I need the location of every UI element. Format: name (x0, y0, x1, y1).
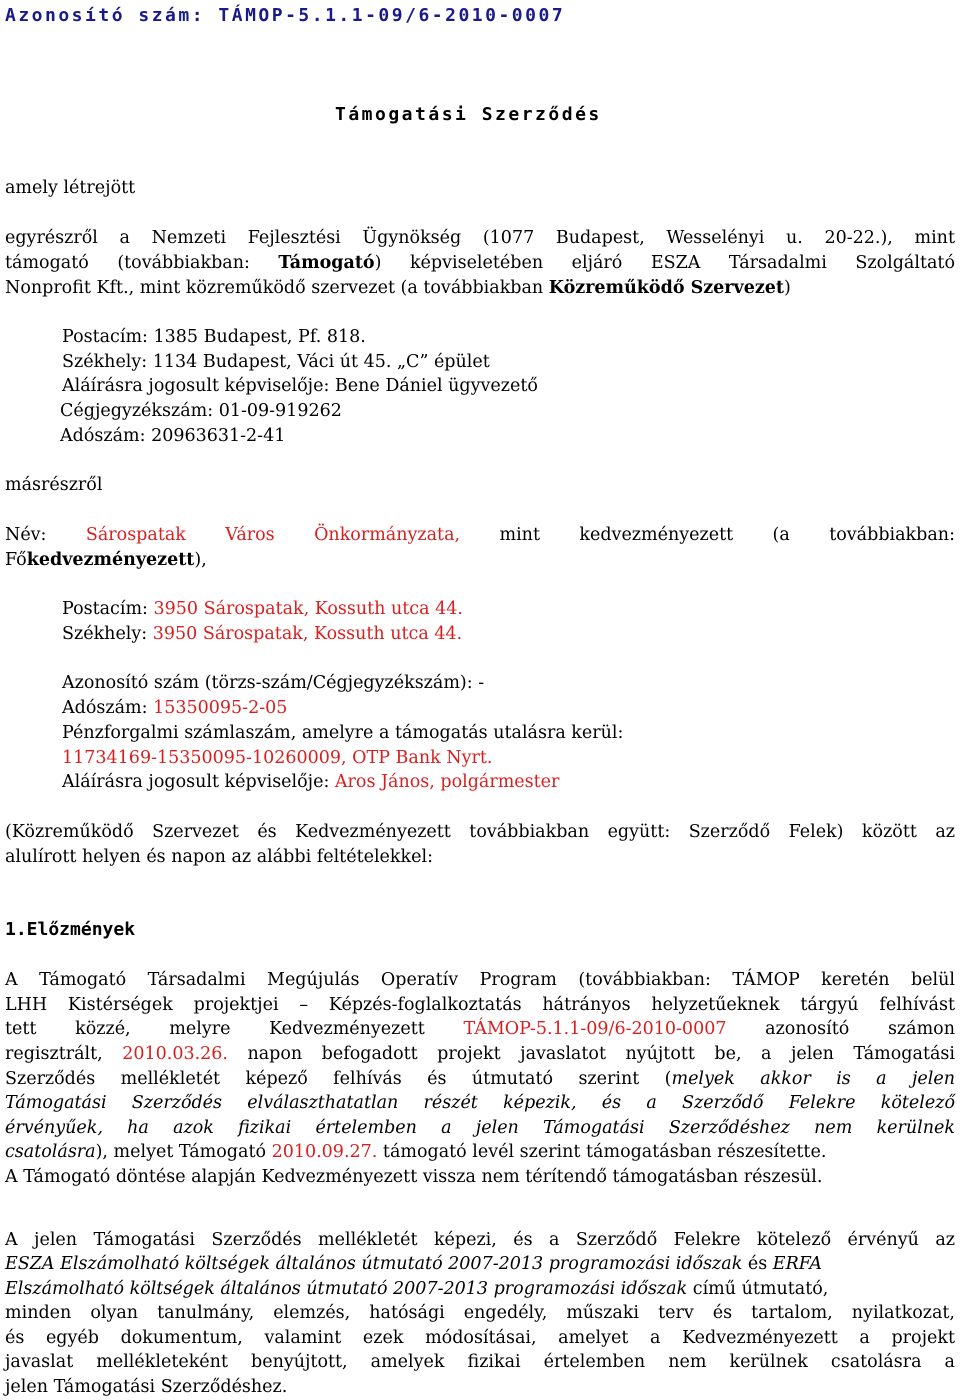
paragraph2-line: jelen Támogatási Szerződéshez. (5, 1377, 288, 1397)
party1-postal: Postacím: 1385 Budapest, Pf. 818. (62, 327, 366, 347)
intro-text: amely létrejött (5, 178, 136, 198)
masreszrol-text: másrészről (5, 475, 103, 495)
paragraph1-line: csatolásra), melyet Támogató 2010.09.27. támogató levél szerint támogatásban részesítette. (5, 1142, 827, 1162)
party2-id-number: Azonosító szám (törzs-szám/Cégjegyzékszám): - (62, 673, 485, 693)
party2-postal: Postacím: 3950 Sárospatak, Kossuth utca 44. (62, 599, 463, 619)
paragraph2-line: javaslat mellékleteként benyújtott, amelyek fizikai értelemben nem kerülnek csatolásra a (5, 1352, 955, 1372)
document-id-header: Azonosító szám: TÁMOP-5.1.1-09/6-2010-0007 (5, 5, 566, 26)
party1-line: egyrészről a Nemzeti Fejlesztési Ügynökség (1077 Budapest, Wesselényi u. 20-22.), mint (5, 228, 955, 248)
party2-account-value: 11734169-15350095-10260009, OTP Bank Nyrt. (62, 748, 493, 768)
paragraph2-line: ESZA Elszámolható költségek általános útmutató 2007-2013 programozási időszak és ERFA (5, 1254, 823, 1274)
paragraph1-line: érvényűek, ha azok fizikai értelemben a jelen Támogatási Szerződéshez nem kerülnek (5, 1118, 955, 1138)
party1-line: Nonprofit Kft., mint közreműködő szervezet (a továbbiakban Közreműködő Szervezet) (5, 278, 791, 298)
paragraph1-line: Szerződés mellékletét képező felhívás és útmutató szerint (melyek akkor is a jelen (5, 1069, 955, 1089)
paragraph2-line: Elszámolható költségek általános útmutató 2007-2013 programozási időszak című útmutató, (5, 1279, 829, 1299)
paragraph2-line: A jelen Támogatási Szerződés mellékletét képezi, és a Szerződő Felekre kötelező érvényű az (5, 1230, 955, 1250)
party2-account-label: Pénzforgalmi számlaszám, amelyre a támogatás utalásra kerül: (62, 723, 624, 743)
parties-line: (Közreműködő Szervezet és Kedvezményezett továbbiakban együtt: Szerződő Felek) között az (5, 822, 955, 842)
party1-seat: Székhely: 1134 Budapest, Váci út 45. „C” épület (62, 352, 490, 372)
party1-line: támogató (továbbiakban: Támogató) képviseletében eljáró ESZA Társadalmi Szolgáltató (5, 253, 955, 273)
paragraph1-line: Támogatási Szerződés elválaszthatatlan részét képezik, és a Szerződő Felekre kötelező (5, 1093, 955, 1113)
paragraph1-line: regisztrált, 2010.03.26. napon befogadott projekt javaslatot nyújtott be, a jelen Támogatási (5, 1044, 955, 1064)
party2-seat: Székhely: 3950 Sárospatak, Kossuth utca 44. (62, 624, 463, 644)
paragraph2-line: minden olyan tanulmány, elemzés, hatósági engedély, műszaki terv és tartalom, nyilatkozat, (5, 1303, 955, 1323)
section-heading: 1.Előzmények (5, 919, 136, 940)
party2-tax-number: Adószám: 15350095-2-05 (62, 698, 288, 718)
paragraph2-line: és egyéb dokumentum, valamint ezek módosításai, amelyet a Kedvezményezett a projekt (5, 1328, 955, 1348)
paragraph1-line: A Támogató Társadalmi Megújulás Operatív Program (továbbiakban: TÁMOP keretén belül (5, 970, 955, 990)
paragraph1-line: LHH Kistérségek projektjei – Képzés-foglalkoztatás hátrányos helyzetűeknek tárgyú felhívást (5, 995, 955, 1015)
paragraph1-line: tett közzé, melyre Kedvezményezett TÁMOP-5.1.1-09/6-2010-0007 azonosító számon (5, 1019, 955, 1039)
party2-representative: Aláírásra jogosult képviselője: Aros János, polgármester (62, 772, 560, 792)
party1-representative: Aláírásra jogosult képviselője: Bene Dániel ügyvezető (62, 376, 538, 396)
party1-registration: Cégjegyzékszám: 01-09-919262 (60, 401, 342, 421)
party2-name-line2: Főkedvezményezett), (5, 550, 207, 570)
party2-name-line: Név: Sárospatak Város Önkormányzata, mint kedvezményezett (a továbbiakban: (5, 525, 955, 545)
document-title: Támogatási Szerződés (335, 104, 602, 125)
parties-line: alulírott helyen és napon az alábbi feltételekkel: (5, 847, 433, 867)
paragraph1-line: A Támogató döntése alapján Kedvezményezett vissza nem térítendő támogatásban részesül. (5, 1167, 823, 1187)
party1-tax-number: Adószám: 20963631-2-41 (60, 426, 286, 446)
